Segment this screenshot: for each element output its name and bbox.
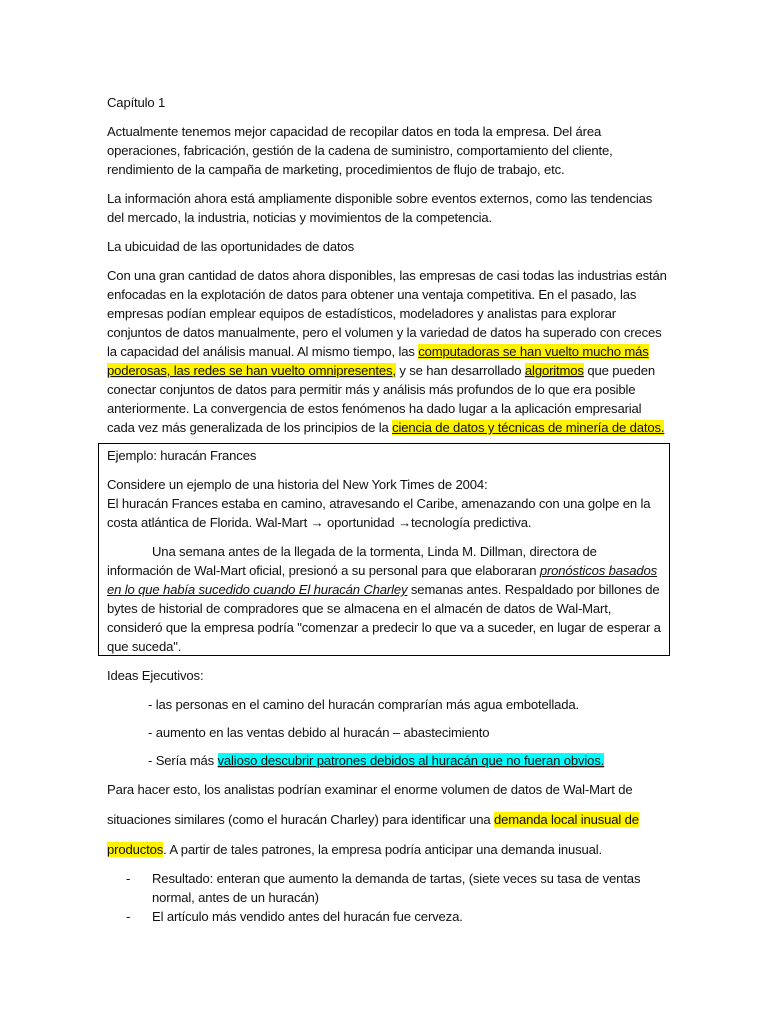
bullet-dash: - (126, 871, 131, 886)
text-run: costa atlántica de Florida. Wal-Mart (107, 515, 311, 530)
paragraph-1-line: Actualmente tenemos mejor capacidad de recopilar datos en toda la empresa. Del área (107, 124, 602, 139)
paragraph-3-line: empresas podían emplear equipos de estadísticos, modeladores y analistas para explorar (107, 306, 616, 321)
paragraph-3-line: anteriormente. La convergencia de estos fenómenos ha dado lugar a la aplicación empresarial (107, 401, 642, 416)
highlighted-text: ciencia de datos y técnicas de minería de datos. (392, 420, 665, 435)
text-run: cada vez más generalizada de los principios de la (107, 420, 393, 435)
highlighted-text: poderosas, las redes se han vuelto omnipresentes, (107, 363, 396, 378)
result-item-continued: normal, antes de un huracán) (152, 890, 319, 905)
italic-text: pronósticos basados (539, 563, 658, 578)
highlighted-text: computadoras se han vuelto mucho más (418, 344, 649, 359)
text-run: tecnología predictiva. (410, 515, 532, 530)
example-box-line (107, 561, 657, 580)
text-run: oportunidad (323, 515, 398, 530)
paragraph-3-line: Con una gran cantidad de datos ahora disponibles, las empresas de casi todas las industrias están (107, 268, 667, 283)
example-box-line: bytes de historial de compradores que se almacena en el almacén de datos de Wal-Mart, (107, 601, 612, 616)
paragraph-1-line: rendimiento de la campaña de marketing, procedimientos de flujo de trabajo, etc. (107, 162, 565, 177)
arrow-right-icon: → (398, 515, 411, 530)
ideas-title: Ideas Ejecutivos: (107, 668, 204, 683)
paragraph-4-line: Para hacer esto, los analistas podrían examinar el enorme volumen de datos de Wal-Mart de (107, 782, 633, 797)
example-box-line (107, 580, 660, 599)
example-box-line: que suceda". (107, 639, 182, 654)
italic-text: en lo que había sucedido cuando El huracán Charley (107, 582, 408, 597)
result-item: Resultado: enteran que aumento la demanda de tartas, (siete veces su tasa de ventas (152, 871, 641, 886)
paragraph-3-line (107, 342, 649, 361)
text-run: la capacidad del análisis manual. Al mismo tiempo, las (107, 344, 419, 359)
example-box-title: Ejemplo: huracán Frances (107, 448, 257, 463)
highlighted-text: demanda local inusual de (494, 812, 639, 827)
text-run: y se han desarrollado (395, 363, 525, 378)
example-box-line: Una semana antes de la llegada de la tormenta, Linda M. Dillman, directora de (152, 544, 597, 559)
idea-item (148, 751, 604, 770)
arrow-right-icon: → (310, 515, 324, 530)
paragraph-3-line (107, 361, 655, 380)
example-box-line: consideró que la empresa podría "comenzar a predecir lo que va a suceder, en lugar de esperar a (107, 620, 661, 635)
paragraph-4-line (107, 810, 639, 829)
chapter-title: Capítulo 1 (107, 95, 166, 110)
text-run: . A partir de tales patrones, la empresa podría anticipar una demanda inusual. (163, 842, 603, 857)
example-box-line: El huracán Frances estaba en camino, atravesando el Caribe, amenazando con una golpe en la (107, 496, 651, 511)
text-run: - Sería más (148, 753, 218, 768)
paragraph-3-line: conectar conjuntos de datos para permitir más y análisis más profundos de lo que era posible (107, 382, 636, 397)
paragraph-4-line (107, 840, 602, 859)
bullet-dash: - (126, 909, 131, 924)
section-heading: La ubicuidad de las oportunidades de datos (107, 239, 355, 254)
text-run: semanas antes. Respaldado por billones de (407, 582, 660, 597)
highlighted-text: algoritmos (524, 363, 584, 378)
highlighted-text: valioso descubrir patrones debidos al huracán que no fueran obvios. (217, 753, 605, 768)
paragraph-1-line: operaciones, fabricación, gestión de la cadena de suministro, comportamiento del cliente, (107, 143, 613, 158)
example-box-line (107, 513, 531, 532)
idea-item: - aumento en las ventas debido al huracán – abastecimiento (148, 725, 490, 740)
paragraph-2-line: La información ahora está ampliamente disponible sobre eventos externos, como las tendencias (107, 191, 653, 206)
example-box-line: Considere un ejemplo de una historia del New York Times de 2004: (107, 477, 488, 492)
text-run: que pueden (583, 363, 655, 378)
highlighted-text: productos (107, 842, 164, 857)
idea-item: - las personas en el camino del huracán comprarían más agua embotellada. (148, 697, 579, 712)
result-item: El artículo más vendido antes del huracán fue cerveza. (152, 909, 463, 924)
paragraph-3-line: conjuntos de datos manualmente, pero el volumen y la variedad de datos ha superado con creces (107, 325, 662, 340)
paragraph-3-line (107, 418, 664, 437)
paragraph-2-line: del mercado, la industria, noticias y movimientos de la competencia. (107, 210, 492, 225)
paragraph-3-line: enfocadas en la explotación de datos para obtener una ventaja competitiva. En el pasado, las (107, 287, 637, 302)
text-run: información de Wal-Mart oficial, presionó a su personal para que elaboraran (107, 563, 540, 578)
text-run: situaciones similares (como el huracán Charley) para identificar una (107, 812, 495, 827)
